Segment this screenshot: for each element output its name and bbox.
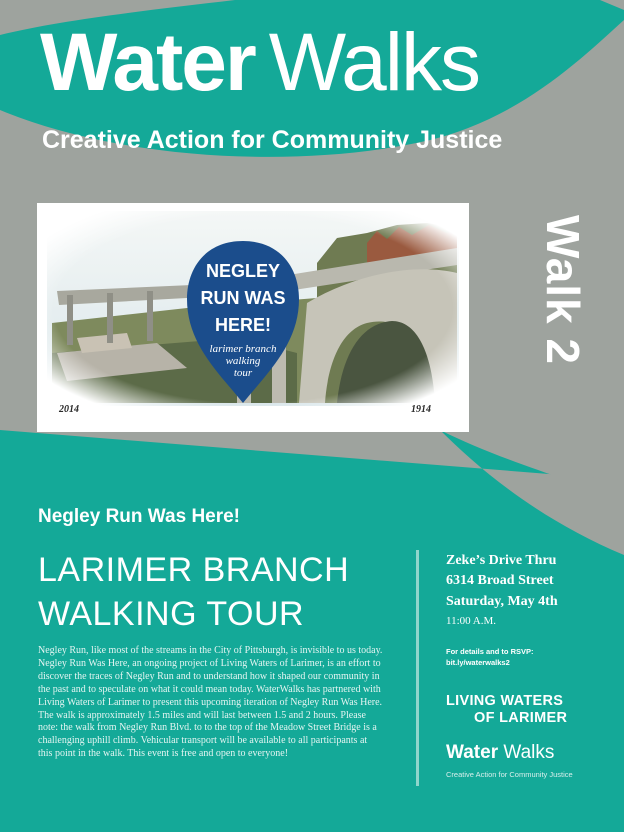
tour-title-line-1: LARIMER BRANCH	[38, 551, 350, 589]
event-date: Saturday, May 4th	[446, 594, 558, 609]
rsvp-link[interactable]: bit.ly/waterwalks2	[446, 658, 510, 667]
waterwalks-logo-bold: Water	[446, 742, 499, 763]
walk-number: Walk 2	[537, 214, 589, 366]
tour-title-line-2: WALKING TOUR	[38, 595, 305, 633]
waterwalks-logo-light: Walks	[503, 742, 555, 763]
year-left-label: 2014	[59, 404, 79, 415]
pin-sub-3: tour	[233, 367, 253, 379]
tour-title	[38, 548, 349, 636]
living-waters-line-2: OF LARIMER	[474, 710, 568, 726]
venue-name: Zeke’s Drive Thru	[446, 553, 557, 568]
main-title	[40, 17, 479, 108]
title-walks: Walks	[268, 17, 479, 108]
rsvp-label: For details and to RSVP:	[446, 647, 534, 656]
pin-sub-1: larimer branch	[209, 343, 277, 355]
title-water: Water	[40, 17, 255, 108]
rsvp-block	[446, 646, 534, 668]
event-description: Negley Run, like most of the streams in the City of Pittsburgh, is invisible to us today. Negley Run Was Here, an ongoing project of Living Waters of Larimer, is an effort to discover the traces of Negley Run and to understand how it shaped our community in the past and to speculate on what it could mean today. WaterWalks has partnered with Living Waters of Larimer to present this upcoming iteration of Negley Run Was Here. The walk is approximately 1.5 miles and will last between 1.5 and 2 hours. Please note: the walk from Negley Run Blvd. to to the top of the Meadow Street Bridge is a challenging uphill climb. Vehicular transport will be available to all participants at this point in the walk. This event is free and open to everyone!	[38, 645, 383, 760]
event-time: 11:00 A.M.	[446, 615, 497, 627]
venue-address: 6314 Broad Street	[446, 573, 554, 588]
waterwalks-logo	[446, 742, 554, 764]
event-heading: Negley Run Was Here!	[38, 506, 241, 527]
living-waters-line-1: LIVING WATERS	[446, 693, 564, 709]
tagline: Creative Action for Community Justice	[42, 126, 503, 154]
living-waters-logo	[446, 693, 567, 727]
venue-block	[446, 551, 556, 591]
column-divider	[416, 550, 419, 786]
pin-sub-2: walking	[225, 355, 261, 367]
hero-photo	[37, 203, 469, 432]
pin-line-1: NEGLEY	[205, 261, 281, 281]
year-right-label: 1914	[411, 404, 431, 415]
pin-line-2: RUN WAS	[200, 288, 286, 308]
waterwalks-tagline: Creative Action for Community Justice	[446, 770, 573, 779]
bridge-illustration	[37, 203, 469, 432]
pin-line-3: HERE!	[214, 315, 272, 335]
